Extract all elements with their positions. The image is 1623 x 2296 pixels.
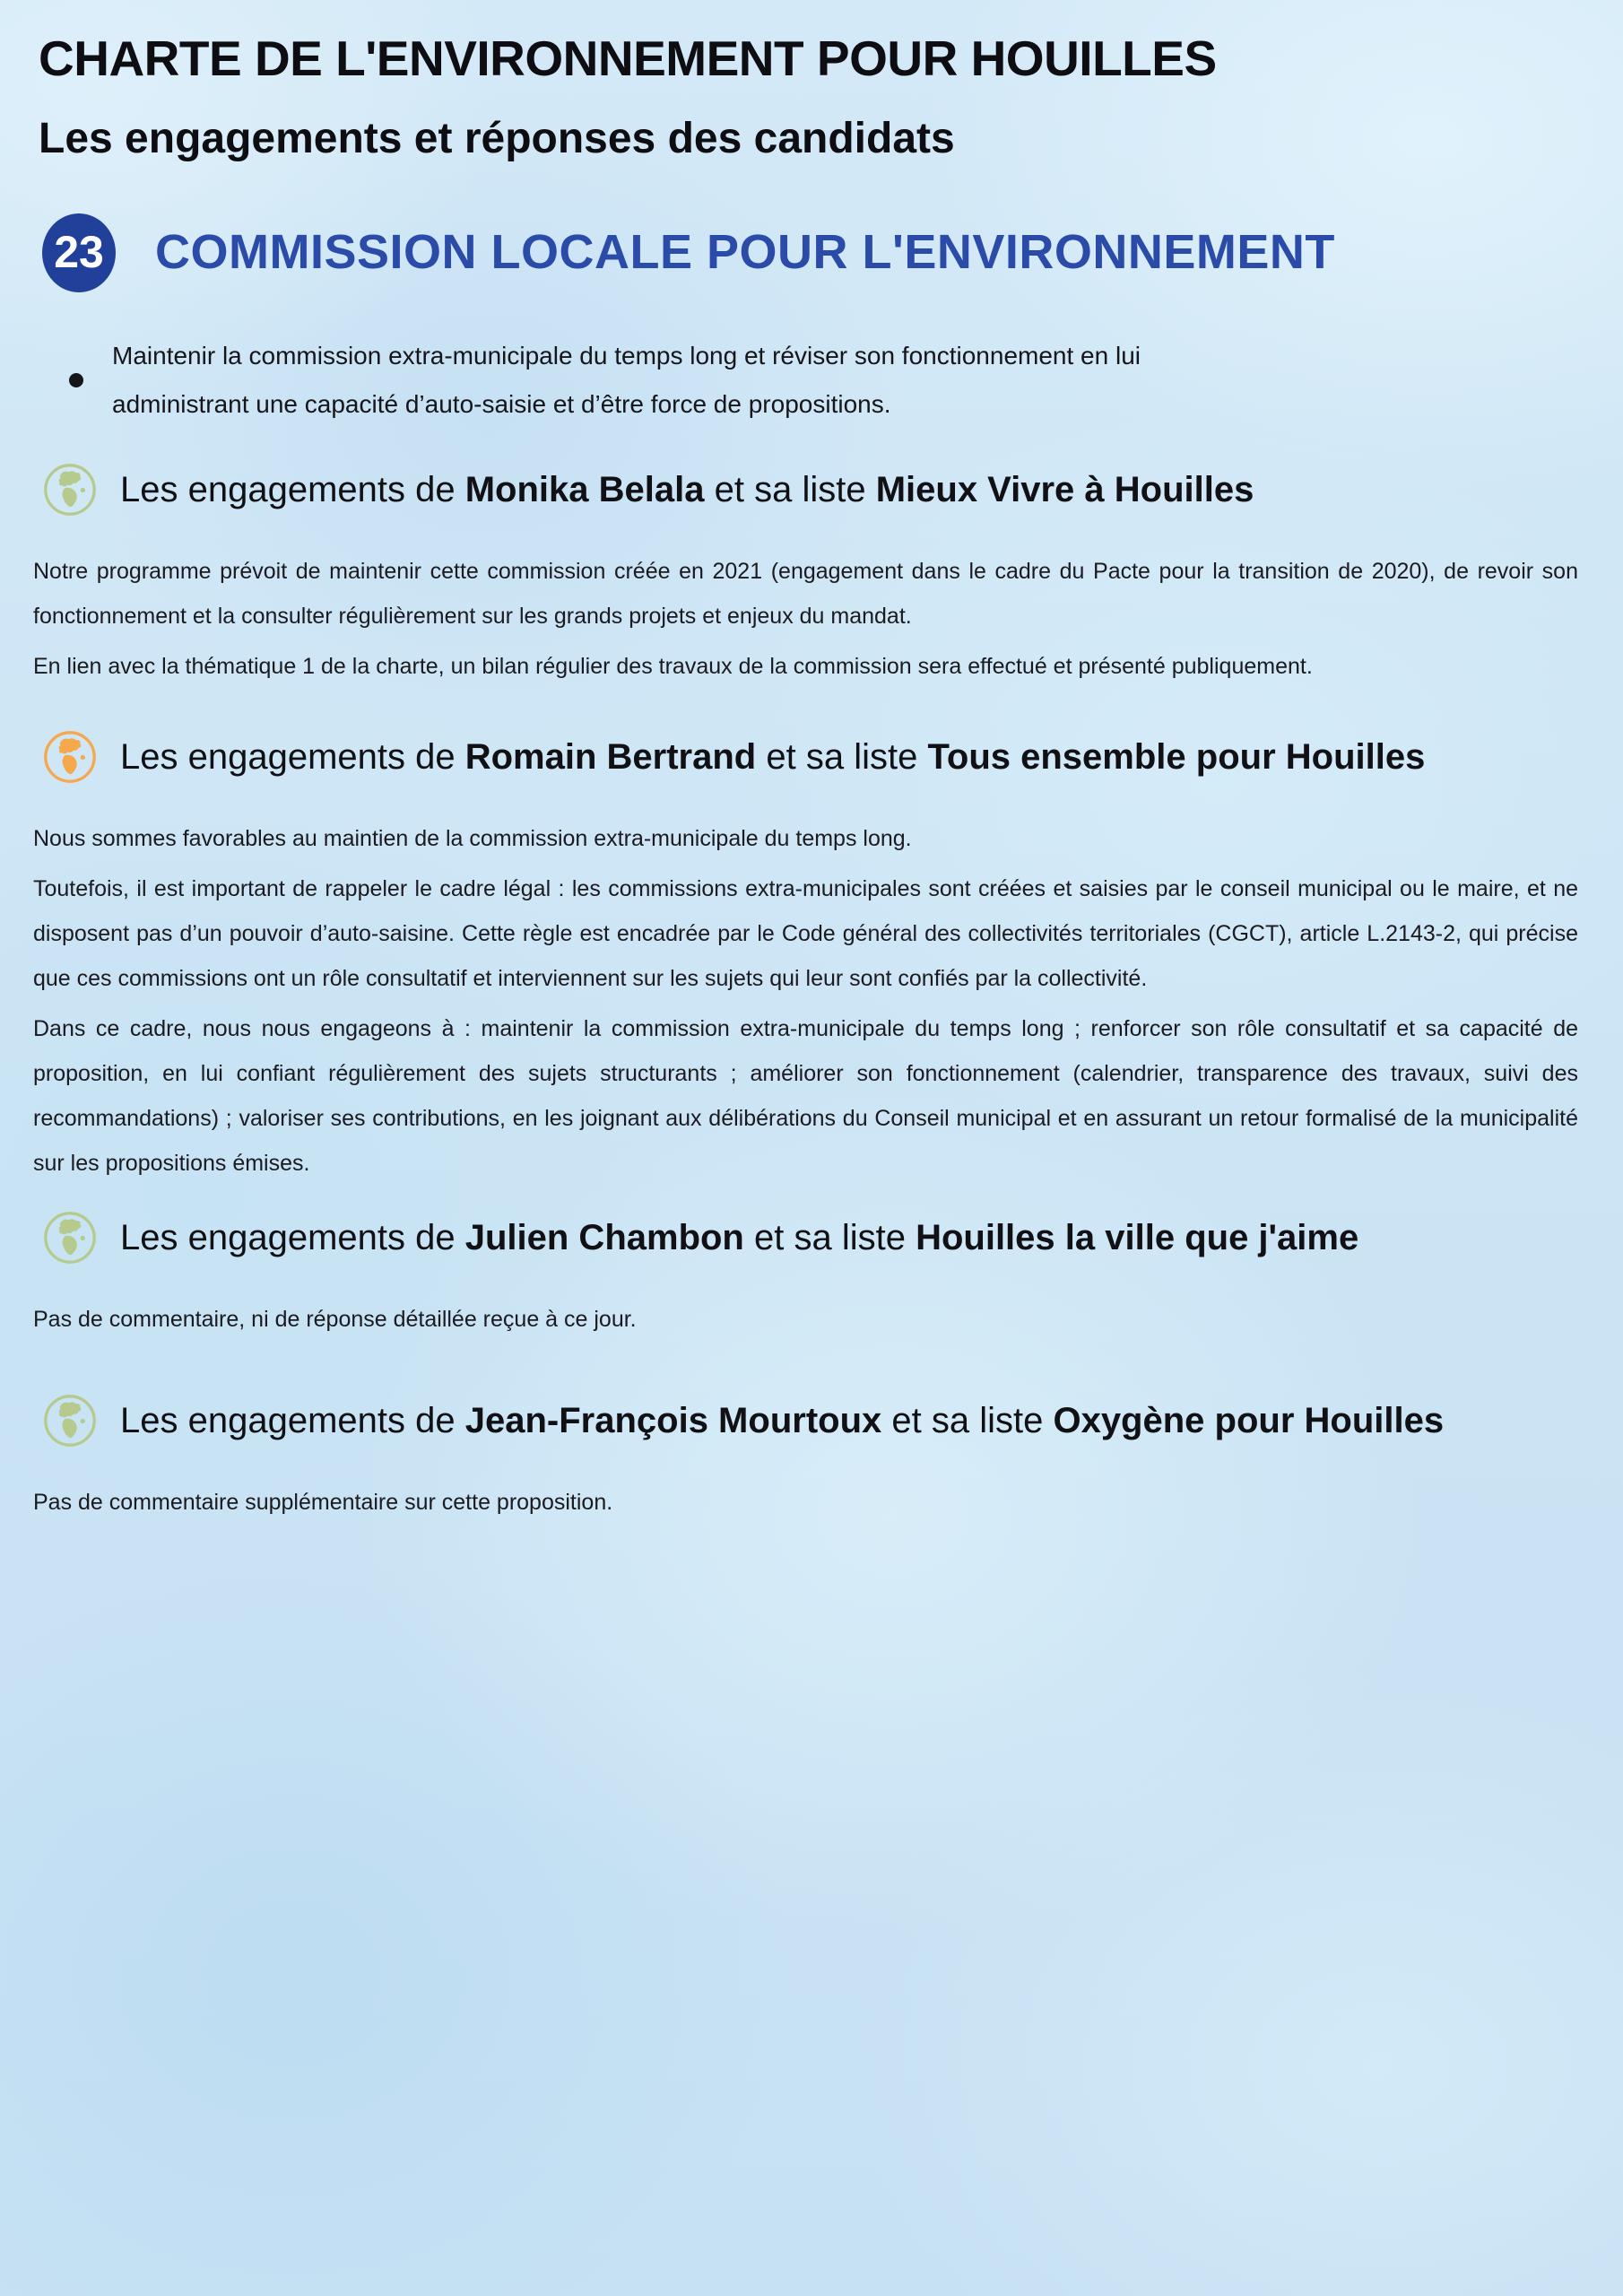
measure-title: COMMISSION LOCALE POUR L'ENVIRONNEMENT <box>155 225 1335 280</box>
measure-bullet-text: Maintenir la commission extra-municipale du temps long et réviser son fonctionnement en lui administrant une capacité d’auto-saisie et d’être force de propositions. <box>112 342 1141 418</box>
measure-number: 23 <box>54 227 104 277</box>
candidate-sections <box>33 463 1578 1525</box>
list-name: Mieux Vivre à Houilles <box>875 470 1254 509</box>
globe-icon <box>43 1211 97 1265</box>
candidate-section <box>33 1211 1578 1342</box>
section-title <box>120 468 1254 511</box>
page-title: CHARTE DE L'ENVIRONNEMENT POUR HOUILLES <box>39 30 1217 86</box>
candidate-name: Monika Belala <box>464 470 705 509</box>
candidate-name: Julien Chambon <box>464 1218 744 1257</box>
section-title-prefix: Les engagements de <box>120 470 465 509</box>
section-paragraph: Pas de commentaire, ni de réponse détaillée reçue à ce jour. <box>33 1307 637 1332</box>
section-title-middle: et sa liste <box>754 1218 916 1257</box>
section-title-prefix: Les engagements de <box>120 737 465 777</box>
bullet-dot-icon <box>69 373 83 387</box>
list-name: Tous ensemble pour Houilles <box>927 737 1426 777</box>
list-name: Oxygène pour Houilles <box>1053 1401 1445 1440</box>
section-title-middle: et sa liste <box>714 470 876 509</box>
section-paragraph: Notre programme prévoit de maintenir cette commission créée en 2021 (engagement dans le cadre du Pacte pour la transition de 2020), de revoir son fonctionnement et la consulter régulièrement sur les grands projets et enjeux du mandat. <box>33 559 1578 629</box>
section-body <box>33 1480 1578 1525</box>
section-title <box>120 1216 1358 1259</box>
list-name: Houilles la ville que j'aime <box>916 1218 1359 1257</box>
section-body <box>33 549 1578 689</box>
measure-bullet-item <box>33 332 1578 429</box>
section-header <box>33 463 1578 517</box>
globe-icon <box>43 730 97 784</box>
section-body <box>33 1297 1578 1342</box>
section-header <box>33 1211 1578 1265</box>
section-body <box>33 816 1578 1186</box>
candidate-name: Romain Bertrand <box>464 737 757 777</box>
section-paragraph: Dans ce cadre, nous nous engageons à : maintenir la commission extra-municipale du temps long ; renforcer son rôle consultatif et sa capacité de proposition, en lui confiant régulièrement des sujets structurants ; améliorer son fonctionnement (calendrier, transparence des travaux, suivi des recommandations) ; valoriser ses contributions, en les joignant aux délibérations du Conseil municipal et en assurant un retour formalisé de la municipalité sur les propositions émises. <box>33 1016 1578 1176</box>
section-paragraph: Nous sommes favorables au maintien de la commission extra-municipale du temps long. <box>33 826 912 851</box>
section-header <box>33 730 1578 784</box>
section-title-prefix: Les engagements de <box>120 1401 465 1440</box>
section-title-middle: et sa liste <box>766 737 928 777</box>
section-paragraph: Pas de commentaire supplémentaire sur cette proposition. <box>33 1490 613 1515</box>
globe-icon <box>43 463 97 517</box>
section-title-prefix: Les engagements de <box>120 1218 465 1257</box>
section-header <box>33 1394 1578 1448</box>
candidate-section <box>33 1394 1578 1525</box>
measure-number-badge <box>42 213 116 292</box>
section-title <box>120 735 1425 778</box>
section-title-middle: et sa liste <box>891 1401 1054 1440</box>
section-title <box>120 1399 1444 1442</box>
section-paragraph: Toutefois, il est important de rappeler le cadre légal : les commissions extra-municipales sont créées et saisies par le conseil municipal ou le maire, et ne disposent pas d’un pouvoir d’auto-saisine. Cette règle est encadrée par le Code général des collectivités territoriales (CGCT), article L.2143-2, qui précise que ces commissions ont un rôle consultatif et interviennent sur les sujets qui leur sont confiés par la collectivité. <box>33 876 1578 991</box>
section-paragraph: En lien avec la thématique 1 de la charte, un bilan régulier des travaux de la commission sera effectué et présenté publiquement. <box>33 654 1313 679</box>
page-subtitle: Les engagements et réponses des candidats <box>39 115 955 162</box>
candidate-name: Jean-François Mourtoux <box>464 1401 882 1440</box>
candidate-section <box>33 463 1578 689</box>
candidate-section <box>33 730 1578 1186</box>
globe-icon <box>43 1394 97 1448</box>
measure-heading-row <box>42 213 1578 292</box>
